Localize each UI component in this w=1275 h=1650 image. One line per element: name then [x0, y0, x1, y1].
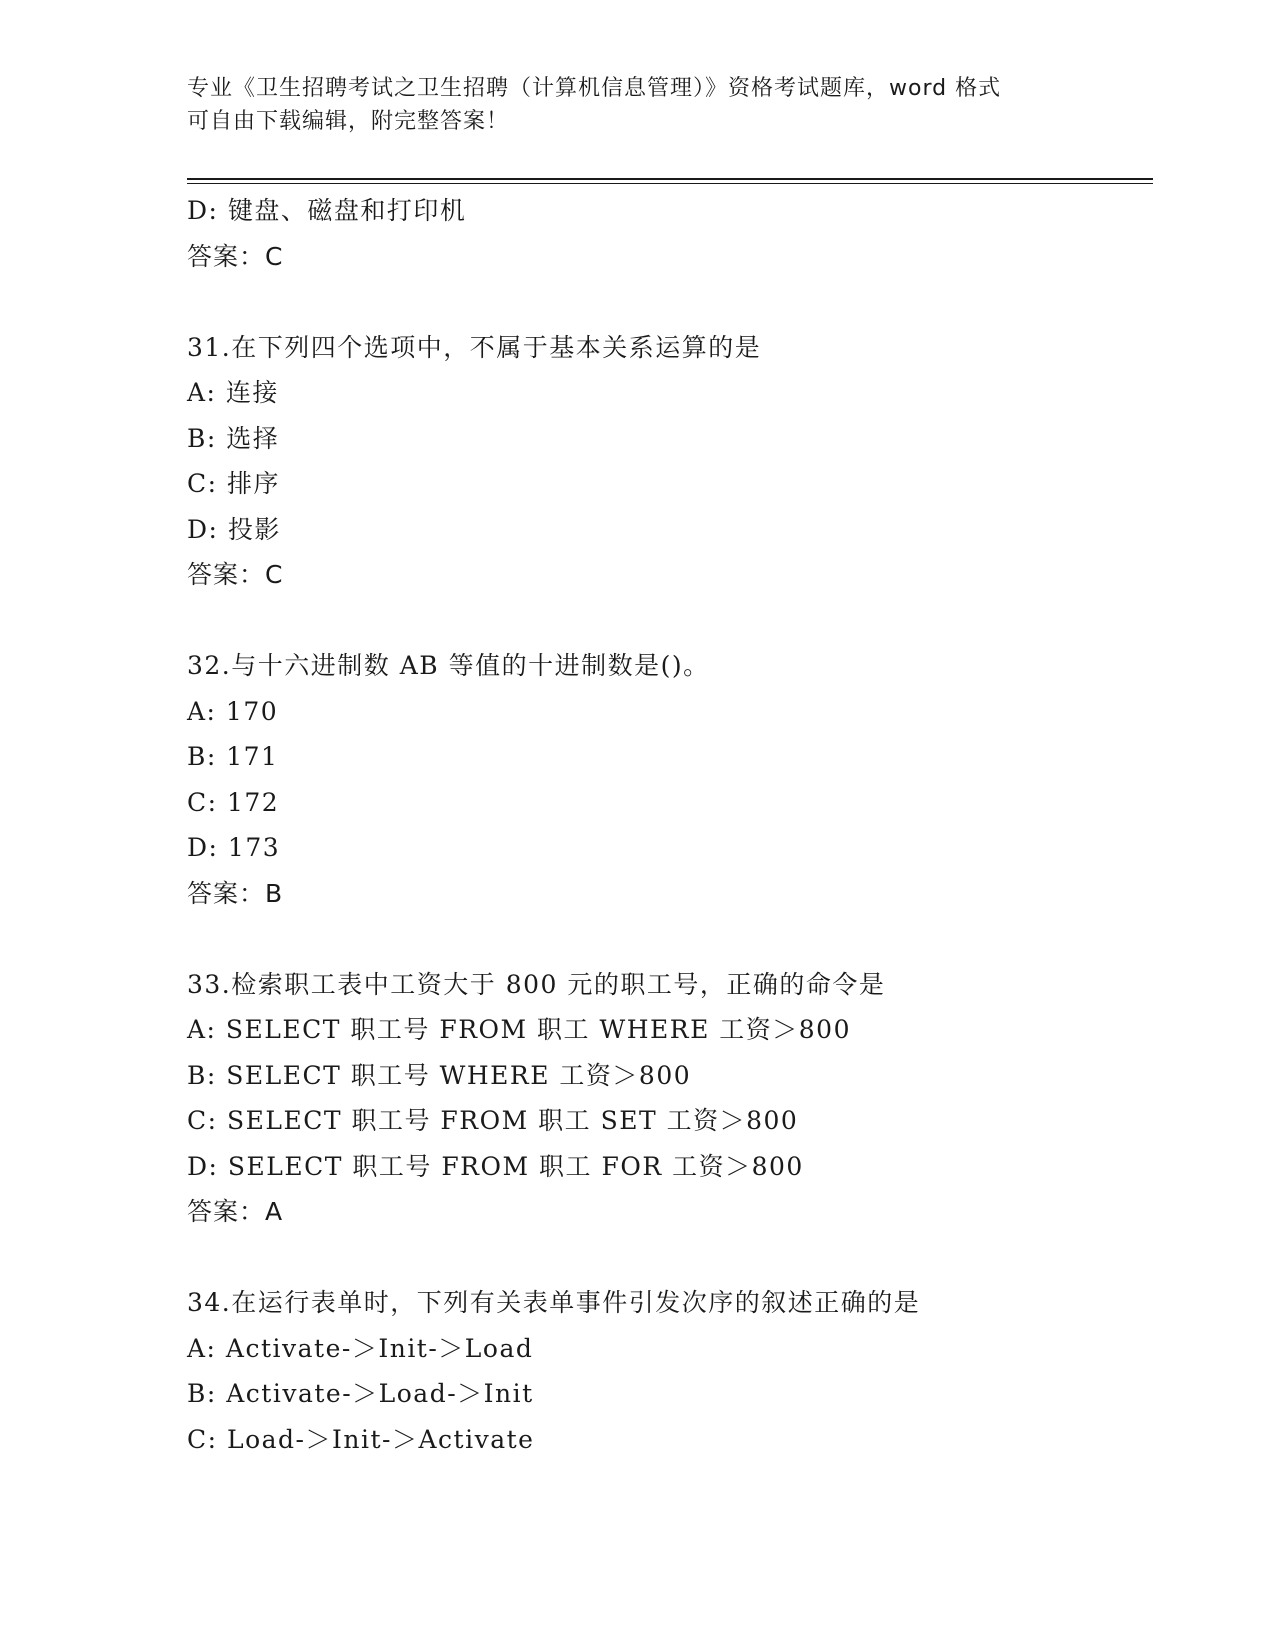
header-divider	[187, 178, 1153, 184]
question-32	[187, 643, 1153, 916]
question-text: 33.检索职工表中工资大于 800 元的职工号，正确的命令是	[187, 969, 886, 999]
option-b: B: Activate-＞Load-＞Init	[187, 1379, 534, 1408]
spacer	[187, 1235, 1153, 1281]
spacer	[187, 279, 1153, 325]
question-text: 34.在运行表单时，下列有关表单事件引发次序的叙述正确的是	[187, 1288, 921, 1317]
spacer	[187, 916, 1153, 962]
spacer	[187, 598, 1153, 644]
document-header	[187, 72, 1087, 138]
answer: 答案：A	[187, 1197, 284, 1226]
option-d: D: 173	[187, 833, 281, 862]
option-a: A: Activate-＞Init-＞Load	[187, 1333, 534, 1363]
option-a: A: 170	[187, 696, 279, 726]
option-a: A: SELECT 职工号 FROM 职工 WHERE 工资＞800	[187, 1015, 851, 1044]
question-text: 32.与十六进制数 AB 等值的十进制数是()。	[187, 651, 710, 680]
option-d: D: 投影	[187, 514, 281, 544]
question-33	[187, 962, 1153, 1235]
option-d: D: SELECT 职工号 FROM 职工 FOR 工资＞800	[187, 1151, 804, 1181]
question-31	[187, 325, 1153, 598]
option-c: C: 172	[187, 787, 280, 817]
question-content	[187, 188, 1153, 1462]
answer: 答案：C	[187, 560, 284, 589]
option-c: C: Load-＞Init-＞Activate	[187, 1424, 535, 1454]
header-line-1: 专业《卫生招聘考试之卫生招聘（计算机信息管理）》资格考试题库，word 格式	[187, 76, 1002, 101]
answer: 答案：B	[187, 878, 284, 908]
header-line-2: 可自由下载编辑，附完整答案！	[187, 109, 510, 134]
question-text: 31.在下列四个选项中，不属于基本关系运算的是	[187, 332, 762, 362]
prev-answer: 答案：C	[187, 241, 284, 271]
option-c: C: 排序	[187, 469, 280, 498]
option-c: C: SELECT 职工号 FROM 职工 SET 工资＞800	[187, 1106, 799, 1135]
option-b: B: 171	[187, 742, 279, 771]
option-a: A: 连接	[187, 378, 279, 407]
question-34	[187, 1280, 1153, 1462]
option-b: B: 选择	[187, 423, 280, 453]
option-b: B: SELECT 职工号 WHERE 工资＞800	[187, 1060, 692, 1090]
prev-option-d: D: 键盘、磁盘和打印机	[187, 196, 467, 225]
